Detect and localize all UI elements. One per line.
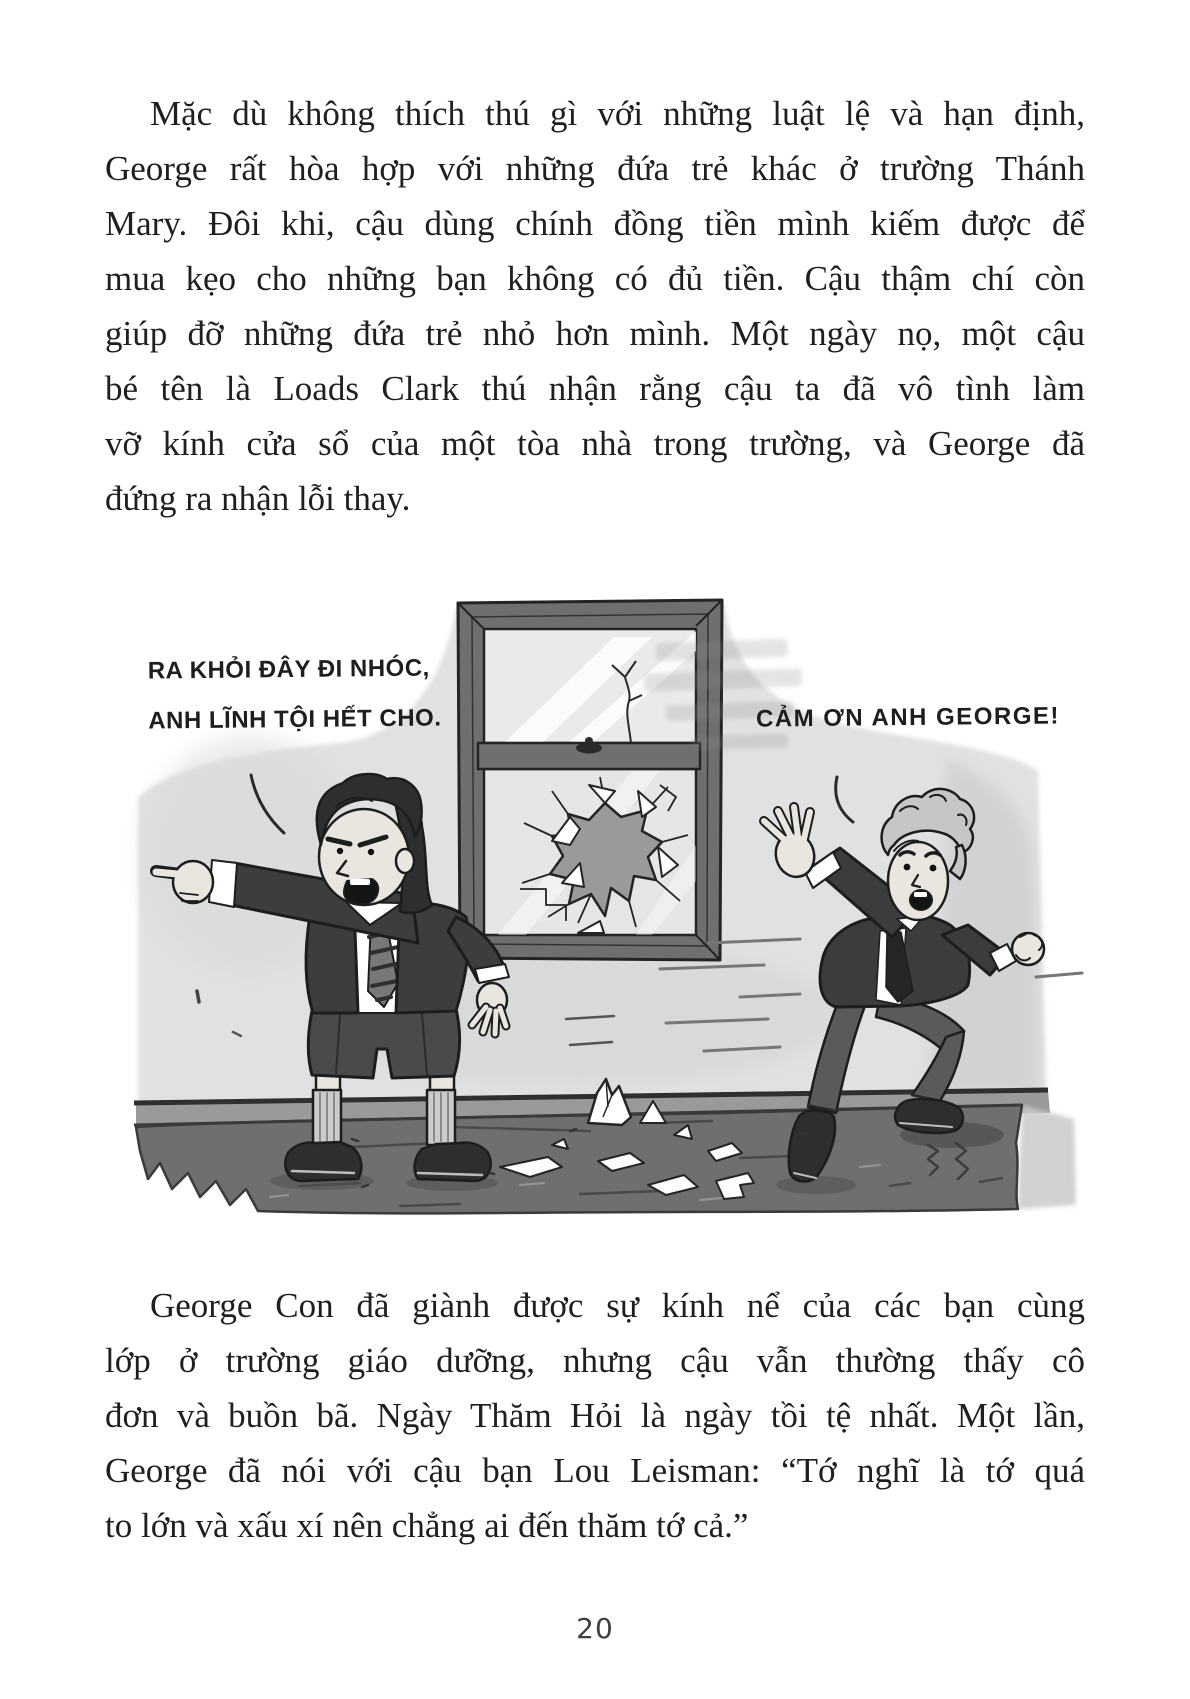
fist bbox=[1012, 933, 1044, 965]
text-line: George Con đã giành được sự kính nể của các bạn cùng bbox=[150, 1286, 1085, 1325]
speech-clark: CẢM ƠN ANH GEORGE! bbox=[755, 702, 1061, 733]
text-line: mua kẹo cho những bạn không có đủ tiền. Cậu thậm chí còn bbox=[105, 259, 1085, 298]
shoe bbox=[285, 1142, 361, 1181]
speech-george bbox=[147, 643, 441, 746]
text-line: đứng ra nhận lỗi thay. bbox=[105, 479, 411, 518]
text-line: giúp đỡ những đứa trẻ nhỏ hơn mình. Một ngày nọ, một cậu bbox=[105, 314, 1085, 353]
text-line: Mary. Đôi khi, cậu dùng chính đồng tiền mình kiếm được để bbox=[105, 204, 1085, 243]
paragraph-1 bbox=[105, 86, 1085, 526]
rear-shoe bbox=[895, 1099, 963, 1133]
text-line: đơn và buồn bã. Ngày Thăm Hỏi là ngày tồi tệ nhất. Một lần, bbox=[105, 1396, 1085, 1435]
page-number: 20 bbox=[576, 1612, 614, 1645]
text-line: George đã nói với cậu bạn Lou Leisman: “Tớ nghĩ là tớ quá bbox=[105, 1451, 1085, 1490]
paragraph-2 bbox=[105, 1278, 1085, 1553]
text-line: lớp ở trường giáo dưỡng, nhưng cậu vẫn thường thấy cô bbox=[105, 1341, 1085, 1380]
text-line: Mặc dù không thích thú gì với những luật lệ và hạn định, bbox=[150, 94, 1085, 133]
text-line: vỡ kính cửa sổ của một tòa nhà trong trường, và George đã bbox=[105, 424, 1085, 463]
ear bbox=[396, 849, 414, 873]
speech-george-line1: RA KHỎI ĐÂY ĐI NHÓC, bbox=[147, 654, 430, 685]
text-line: George rất hòa hợp với những đứa trẻ khác ở trường Thánh bbox=[105, 149, 1085, 188]
text-line: bé tên là Loads Clark thú nhận rằng cậu ta đã vô tình làm bbox=[105, 369, 1085, 408]
speech-george-line2: ANH LĨNH TỘI HẾT CHO. bbox=[148, 704, 442, 735]
illustration bbox=[100, 545, 1090, 1220]
text-line: to lớn và xấu xí nên chẳng ai đến thăm tớ cả.” bbox=[105, 1506, 749, 1545]
